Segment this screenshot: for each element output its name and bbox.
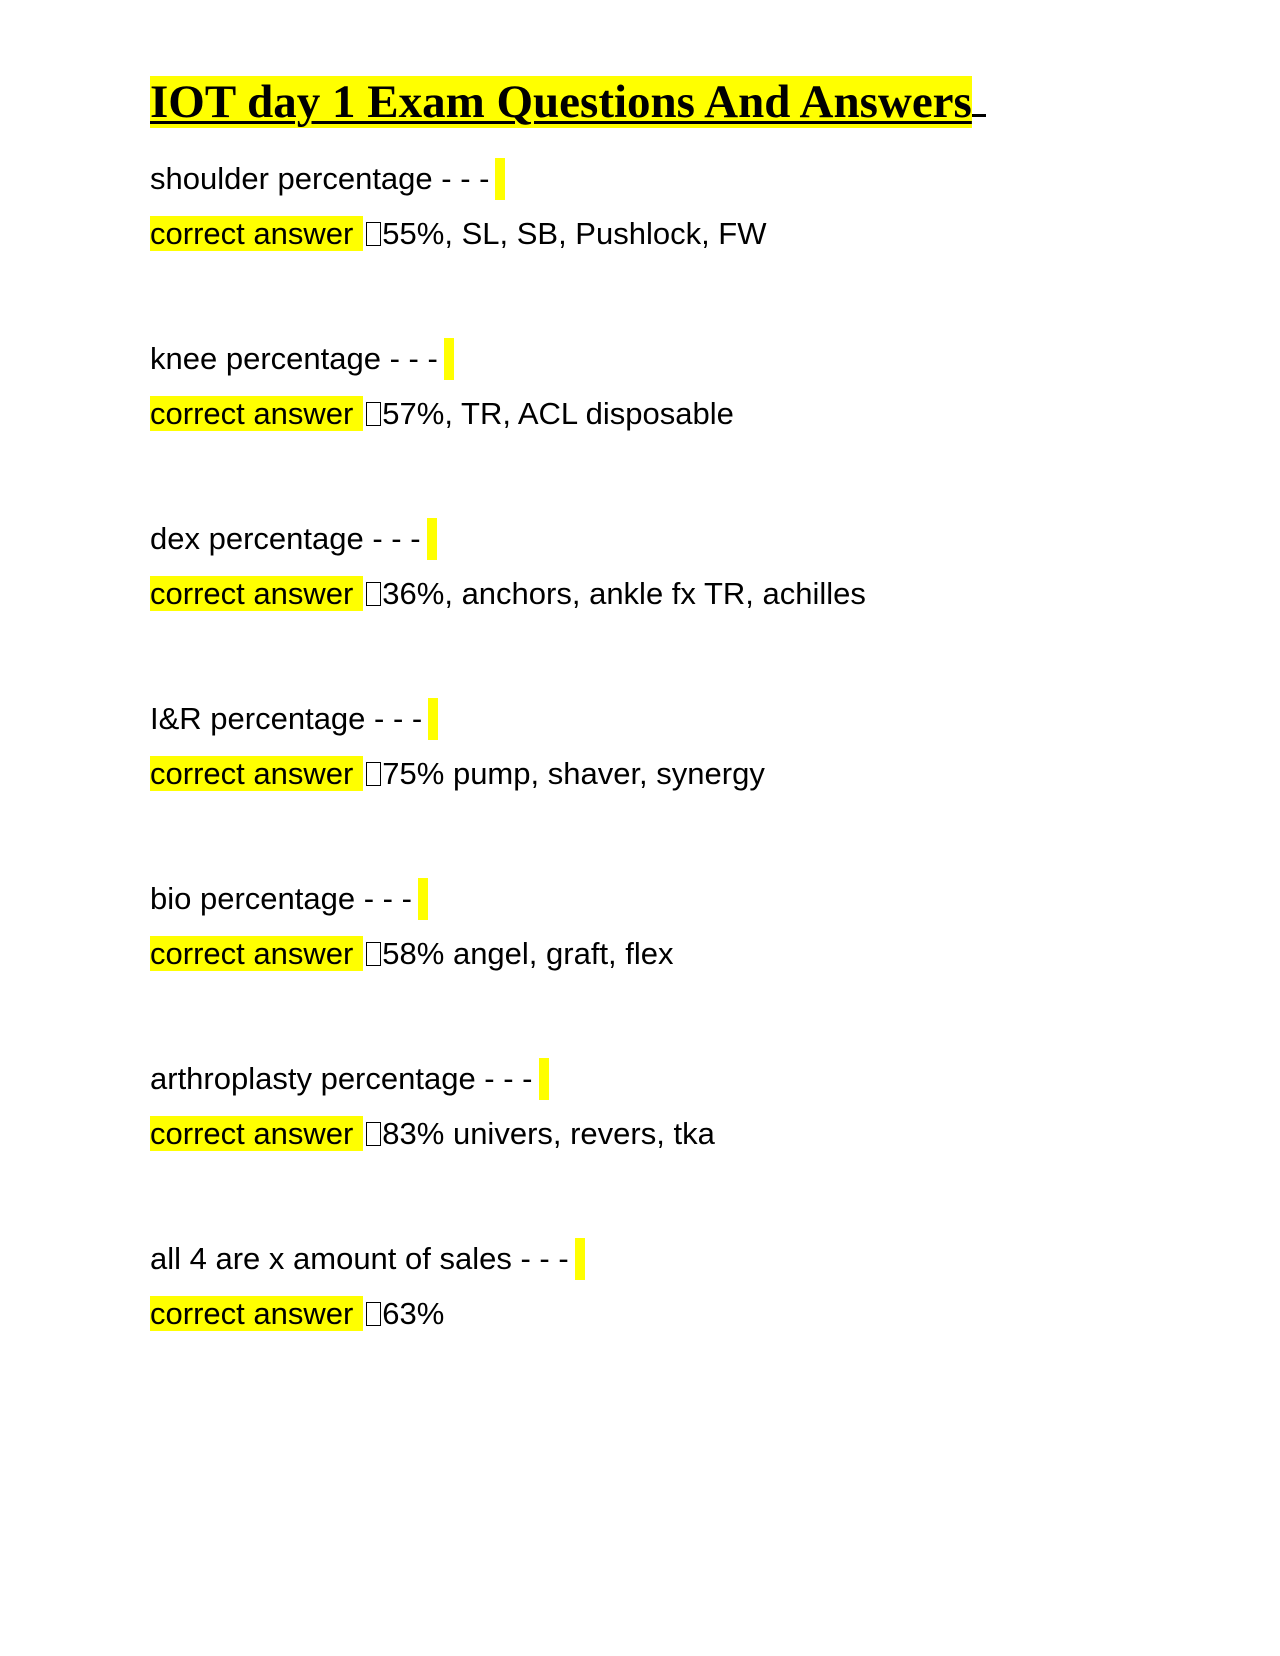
answer-label: correct answer — [150, 396, 363, 431]
answer-line — [150, 753, 1200, 795]
missing-glyph-icon — [366, 582, 381, 606]
question-line — [150, 338, 1200, 380]
answer-text: 57%, TR, ACL disposable — [382, 396, 734, 431]
question-line — [150, 878, 1200, 920]
answer-line — [150, 933, 1200, 975]
answer-text: 63% — [382, 1296, 445, 1331]
document-title — [150, 74, 986, 130]
qa-item — [150, 698, 1200, 795]
question-text: knee percentage - - - — [150, 341, 438, 376]
question-line — [150, 158, 1200, 200]
missing-glyph-icon — [366, 402, 381, 426]
qa-item — [150, 878, 1200, 975]
answer-label: correct answer — [150, 756, 363, 791]
question-line — [150, 698, 1200, 740]
highlight-marker — [428, 698, 438, 740]
answer-text: 58% angel, graft, flex — [382, 936, 674, 971]
qa-item — [150, 338, 1200, 435]
answer-line — [150, 1113, 1200, 1155]
qa-item — [150, 1058, 1200, 1155]
highlight-marker — [575, 1238, 585, 1280]
answer-text: 83% univers, revers, tka — [382, 1116, 715, 1151]
question-text: dex percentage - - - — [150, 521, 421, 556]
qa-item — [150, 518, 1200, 615]
question-text: arthroplasty percentage - - - — [150, 1061, 533, 1096]
missing-glyph-icon — [366, 222, 381, 246]
qa-item — [150, 1238, 1200, 1335]
answer-line — [150, 1293, 1200, 1335]
question-text: bio percentage - - - — [150, 881, 412, 916]
answer-label: correct answer — [150, 216, 363, 251]
highlight-marker — [427, 518, 437, 560]
title-underline-tail — [972, 74, 986, 117]
question-text: I&R percentage - - - — [150, 701, 423, 736]
highlight-marker — [444, 338, 454, 380]
answer-label: correct answer — [150, 936, 363, 971]
answer-label: correct answer — [150, 1296, 363, 1331]
answer-label: correct answer — [150, 576, 363, 611]
highlight-marker — [539, 1058, 549, 1100]
missing-glyph-icon — [366, 762, 381, 786]
answer-line — [150, 393, 1200, 435]
highlight-marker — [418, 878, 428, 920]
answer-text: 55%, SL, SB, Pushlock, FW — [382, 216, 767, 251]
answer-line — [150, 573, 1200, 615]
missing-glyph-icon — [366, 1122, 381, 1146]
question-line — [150, 518, 1200, 560]
missing-glyph-icon — [366, 1302, 381, 1326]
question-text: all 4 are x amount of sales - - - — [150, 1241, 569, 1276]
title-text: IOT day 1 Exam Questions And Answers — [150, 76, 972, 128]
answer-line — [150, 213, 1200, 255]
qa-item — [150, 158, 1200, 255]
highlight-marker — [495, 158, 505, 200]
answer-label: correct answer — [150, 1116, 363, 1151]
missing-glyph-icon — [366, 942, 381, 966]
answer-text: 36%, anchors, ankle fx TR, achilles — [382, 576, 866, 611]
question-line — [150, 1058, 1200, 1100]
answer-text: 75% pump, shaver, synergy — [382, 756, 765, 791]
question-line — [150, 1238, 1200, 1280]
question-text: shoulder percentage - - - — [150, 161, 490, 196]
